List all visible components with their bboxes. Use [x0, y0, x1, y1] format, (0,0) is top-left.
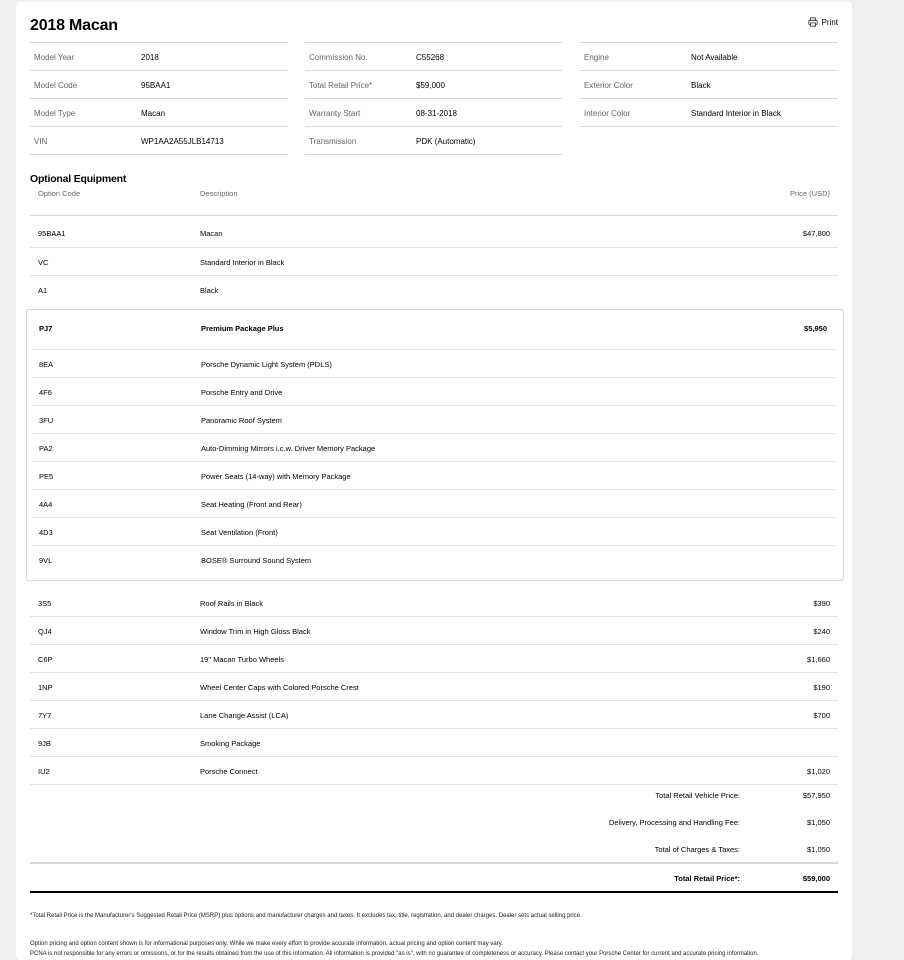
- option-code: QJ4: [38, 627, 52, 636]
- option-price: $190: [813, 683, 830, 692]
- package-item-code: 3FU: [39, 416, 54, 425]
- spec-value: 2018: [141, 53, 159, 62]
- option-code: A1: [38, 286, 48, 295]
- option-description: Smoking Package: [200, 739, 261, 748]
- package-item-code: 4F6: [39, 388, 52, 397]
- printer-icon: [808, 17, 818, 27]
- spec-value: 08-31-2018: [416, 109, 457, 118]
- option-code: 3S5: [38, 599, 52, 608]
- spec-value: 95BAA1: [141, 81, 171, 90]
- summary-label: Total Retail Vehicle Price:: [655, 791, 740, 800]
- package-item-row: [31, 462, 835, 490]
- option-row: [30, 589, 838, 617]
- disclaimer-line-1: Option pricing and option content shown is for informational purposes only. While we make every effort to provide accurate information, actual pricing and option content may vary.: [30, 941, 503, 947]
- option-code: VC: [38, 258, 49, 267]
- package-description: Premium Package Plus: [201, 324, 284, 333]
- option-code: 7Y7: [38, 711, 52, 720]
- package-item-description: Auto-Dimming Mirrors i.c.w. Driver Memory Package: [201, 444, 376, 453]
- summary-row: [30, 808, 838, 835]
- summary-row: [30, 835, 838, 862]
- options-table: [30, 187, 838, 303]
- grand-total-value: $59,000: [802, 874, 830, 883]
- divider: [30, 862, 838, 864]
- package-item-description: Porsche Dynamic Light System (PDLS): [201, 360, 332, 369]
- option-description: Roof Rails in Black: [200, 599, 263, 608]
- option-price: $700: [813, 711, 830, 720]
- package-item-row: [31, 434, 835, 462]
- grand-total-label: Total Retail Price*:: [674, 874, 740, 883]
- spec-row: [30, 42, 288, 70]
- option-description: 19" Macan Turbo Wheels: [200, 655, 284, 664]
- spec-label: Exterior Color: [584, 81, 633, 90]
- option-row: [30, 701, 838, 729]
- package-item-code: PA2: [39, 444, 53, 453]
- specs-column-3: [580, 42, 838, 127]
- package-item-row: [31, 350, 835, 378]
- spec-label: Engine: [584, 53, 609, 62]
- spec-label: Total Retail Price*: [309, 81, 373, 90]
- option-row: [30, 276, 838, 303]
- price-summary: [30, 781, 838, 862]
- spec-row: [580, 42, 838, 70]
- summary-value: $57,950: [802, 791, 830, 800]
- option-description: Porsche Connect: [200, 767, 258, 776]
- spec-label: Model Code: [34, 81, 78, 90]
- package-item-description: Panoramic Roof System: [201, 416, 282, 425]
- package-group: [26, 309, 844, 581]
- package-item-row: [31, 406, 835, 434]
- option-code: C6P: [38, 655, 53, 664]
- package-item-code: 8EA: [39, 360, 54, 369]
- spec-label: Warranty Start: [309, 109, 361, 118]
- summary-value: $1,050: [807, 818, 830, 827]
- option-code: 95BAA1: [38, 229, 66, 238]
- header-option-code: Option Code: [38, 189, 81, 198]
- spec-value: Not Available: [691, 53, 738, 62]
- page-title: 2018 Macan: [30, 17, 118, 34]
- option-price: $390: [813, 599, 830, 608]
- option-row: [30, 645, 838, 673]
- summary-label: Delivery, Processing and Handling Fee:: [608, 818, 740, 827]
- grand-total-row: [30, 874, 838, 886]
- spec-label: Transmission: [309, 137, 357, 146]
- option-description: Standard Interior in Black: [200, 258, 285, 267]
- spec-value: Black: [691, 81, 711, 90]
- summary-value: $1,050: [807, 845, 830, 854]
- summary-row: [30, 781, 838, 808]
- option-price: $1,660: [807, 655, 830, 664]
- package-item-description: Seat Heating (Front and Rear): [201, 500, 302, 509]
- spec-value: $59,000: [416, 81, 445, 90]
- spec-value: WP1AA2A55JLB14713: [141, 137, 224, 146]
- spec-label: VIN: [34, 137, 48, 146]
- spec-row: [305, 126, 563, 155]
- spec-value: PDK (Automatic): [416, 137, 476, 146]
- specs-column-1: [30, 42, 288, 155]
- option-description: Black: [200, 286, 219, 295]
- optional-equipment-title: Optional Equipment: [30, 173, 127, 185]
- option-row: [30, 729, 838, 757]
- package-item-description: Power Seats (14-way) with Memory Package: [201, 472, 351, 481]
- spec-label: Commission No.: [309, 53, 368, 62]
- option-code: 9JB: [38, 739, 51, 748]
- spec-row: [305, 98, 563, 126]
- spec-row: [30, 70, 288, 98]
- spec-row: [305, 42, 563, 70]
- spec-row: [580, 98, 838, 127]
- spec-label: Interior Color: [584, 109, 631, 118]
- option-row: [30, 617, 838, 645]
- option-description: Wheel Center Caps with Colored Porsche Crest: [200, 683, 359, 692]
- option-price: $47,800: [802, 229, 830, 238]
- option-code: IU2: [38, 767, 50, 776]
- window-sticker-card: [16, 2, 852, 960]
- options-table-header: [30, 187, 838, 216]
- msrp-footnote: *Total Retail Price is the Manufacturer's Suggested Retail Price (MSRP) plus options and manufacturer charges and taxes. It excludes tax, title, registration, and dealer charges. Dealer sets actual selling price.: [30, 913, 582, 919]
- spec-label: Model Type: [34, 109, 76, 118]
- option-row: [30, 216, 838, 248]
- package-item-row: [31, 546, 835, 573]
- spec-row: [30, 126, 288, 155]
- spec-label: Model Year: [34, 53, 75, 62]
- print-label: Print: [821, 17, 838, 27]
- spec-row: [30, 98, 288, 126]
- options-table-continued: [30, 589, 838, 785]
- package-item-code: PE5: [39, 472, 54, 481]
- package-item-code: 4D3: [39, 528, 53, 537]
- option-row: [30, 673, 838, 701]
- option-description: Window Trim in High Gloss Black: [200, 627, 311, 636]
- summary-label: Total of Charges & Taxes:: [654, 845, 740, 854]
- package-item-description: Porsche Entry and Drive: [201, 388, 283, 397]
- header-description: Description: [200, 189, 238, 198]
- specs-column-2: [305, 42, 563, 155]
- package-item-code: 4A4: [39, 500, 53, 509]
- package-item-description: BOSE® Surround Sound System: [201, 556, 312, 565]
- package-item-row: [31, 378, 835, 406]
- option-price: $240: [813, 627, 830, 636]
- package-item-row: [31, 490, 835, 518]
- package-row: [31, 310, 835, 350]
- option-row: [30, 248, 838, 276]
- spec-value: Standard Interior in Black: [691, 109, 781, 118]
- option-price: $1,020: [807, 767, 830, 776]
- disclaimer-line-2: PCNA is not responsible for any errors or omissions, or for the results obtained from the use of this information. All information is provided "as is", with no guarantee of completeness or accuracy. Please contact your Porsche Center for current and accurate pricing information.: [30, 951, 759, 957]
- package-item-row: [31, 518, 835, 546]
- option-description: Macan: [200, 229, 223, 238]
- package-code: PJ7: [39, 324, 53, 333]
- spec-row: [305, 70, 563, 98]
- spec-value: C55268: [416, 53, 445, 62]
- divider-bold: [30, 891, 838, 893]
- option-code: 1NP: [38, 683, 53, 692]
- spec-value: Macan: [141, 109, 166, 118]
- package-item-code: 9VL: [39, 556, 53, 565]
- spec-row: [580, 70, 838, 98]
- package-item-description: Seat Ventilation (Front): [201, 528, 278, 537]
- option-description: Lane Change Assist (LCA): [200, 711, 289, 720]
- package-price: $5,950: [804, 324, 827, 333]
- print-button[interactable]: [808, 17, 838, 27]
- header-price: Price (USD): [789, 189, 830, 198]
